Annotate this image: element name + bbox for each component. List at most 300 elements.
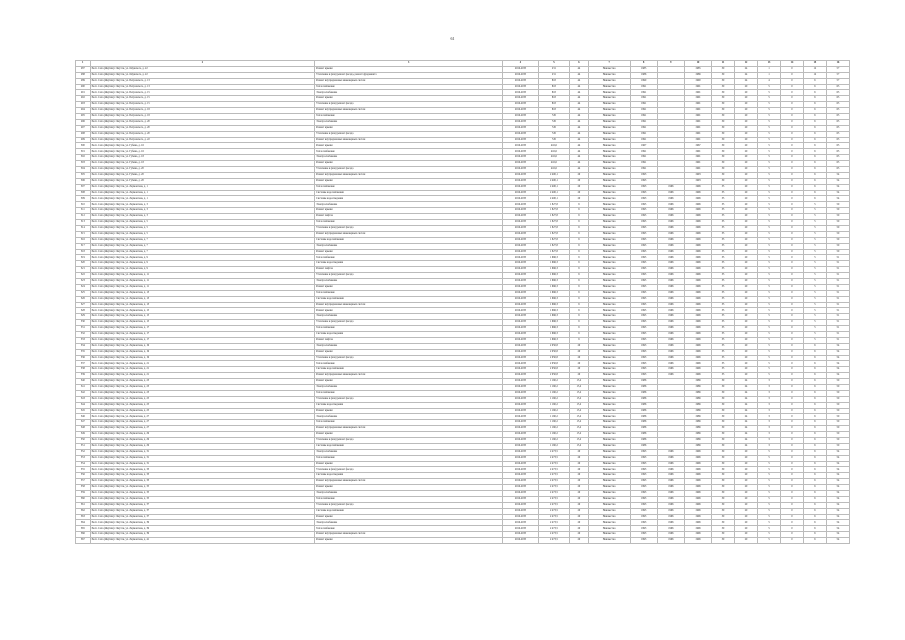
table-cell: 50 [826, 237, 849, 243]
table-cell: 30 [712, 514, 735, 520]
table-cell: Респ. Саха (Якутия) г. Якутск, ул. Лермонтова, д. 35 [90, 485, 315, 491]
table-cell: 54 [826, 508, 849, 514]
table-cell: Респ. Саха (Якутия) г. Якутск, ул. Лермонтова, д. 5 [90, 220, 315, 226]
table-cell: 1996 [657, 496, 684, 502]
table-cell: 324 [76, 284, 91, 290]
table-cell: 1991 [684, 114, 711, 120]
table-cell: 30 [712, 432, 735, 438]
table-cell: 20 [570, 361, 589, 367]
table-cell: 1986 [630, 384, 657, 390]
table-cell: 20 [735, 449, 758, 455]
table-cell: 2 473,5 [538, 461, 569, 467]
table-cell: 1996 [657, 320, 684, 326]
table-cell: 6 [803, 479, 826, 485]
table-cell: Теплоснабжение [315, 526, 503, 532]
table-cell: 360 [76, 496, 91, 502]
table-cell: 2016-2035 [503, 337, 539, 343]
table-cell: 24 [735, 390, 758, 396]
table-cell: 1996 [684, 331, 711, 337]
table-cell: 30 [712, 384, 735, 390]
table-cell: Респ. Саха (Якутия) г. Якутск, ул. Лермонтова, д. 33 [90, 467, 315, 473]
table-cell: Неизвестно [588, 538, 630, 544]
table-cell: 328 [76, 308, 91, 314]
table-cell: 20 [735, 243, 758, 249]
table-cell: 65 [826, 119, 849, 125]
table-cell: 6 [803, 143, 826, 149]
table-cell: 302 [76, 155, 91, 161]
table-cell: 5 [758, 161, 781, 167]
table-cell: 0 [780, 214, 803, 220]
table-cell: 50 [826, 225, 849, 231]
table-cell: 2016-2035 [503, 532, 539, 538]
table-cell: 2016-2035 [503, 243, 539, 249]
table-cell: 2016-2035 [503, 496, 539, 502]
table-cell: 20 [735, 320, 758, 326]
table-cell: 1991 [684, 125, 711, 131]
table-cell: 30 [712, 438, 735, 444]
table-cell: 30 [712, 455, 735, 461]
table-cell: 1986 [630, 438, 657, 444]
table-cell: 15,2 [570, 432, 589, 438]
table-cell: 5 [758, 320, 781, 326]
table-cell: 1 666,3 [538, 261, 569, 267]
table-cell: 416,6 [538, 143, 569, 149]
table-cell: 2 473,5 [538, 538, 569, 544]
table-cell: 5 [758, 108, 781, 114]
table-cell: 0 [780, 337, 803, 343]
column-header: 8 [630, 61, 657, 67]
table-cell: Респ. Саха (Якутия) г. Якутск, ул. Лермонтова, д. 7 [90, 243, 315, 249]
table-cell: 35 [712, 337, 735, 343]
table-cell: 1996 [684, 491, 711, 497]
table-cell: Респ. Саха (Якутия) г. Якутск, ул. Лермонтова, д. 3 [90, 202, 315, 208]
table-cell: 2016-2035 [503, 90, 539, 96]
table-cell: 1996 [657, 214, 684, 220]
table-cell: 1 666,3 [538, 290, 569, 296]
table-cell: 12 [803, 72, 826, 78]
table-cell: Респ. Саха (Якутия) г. Якутск, ул. Лермонтова, д. 1 [90, 190, 315, 196]
table-cell: 35 [712, 231, 735, 237]
table-cell: 1991 [630, 84, 657, 90]
table-cell: 20 [735, 167, 758, 173]
table-cell: 2016-2035 [503, 379, 539, 385]
table-cell: 1996 [657, 367, 684, 373]
table-cell: Респ. Саха (Якутия) г. Якутск, ул. Лермонтова, д. 35 [90, 491, 315, 497]
table-cell: 1996 [657, 237, 684, 243]
table-cell: Неизвестно [588, 137, 630, 143]
table-cell: Электроснабжение [315, 491, 503, 497]
table-cell: 5 [758, 102, 781, 108]
table-cell: 20 [570, 178, 589, 184]
table-cell: 295 [76, 114, 91, 120]
table-cell: 0 [780, 78, 803, 84]
table-cell: 1996 [684, 231, 711, 237]
table-cell: Системы водоснабжения [315, 367, 503, 373]
table-cell: 20 [735, 172, 758, 178]
table-cell: 300 [76, 143, 91, 149]
table-cell: 35 [712, 331, 735, 337]
table-cell: Неизвестно [588, 208, 630, 214]
table-cell: 1996 [657, 296, 684, 302]
table-cell: 1996 [684, 485, 711, 491]
table-cell: 0 [780, 432, 803, 438]
table-cell: 818 [538, 102, 569, 108]
table-cell: Неизвестно [588, 520, 630, 526]
table-cell: 65 [826, 167, 849, 173]
table-cell: 2016-2035 [503, 208, 539, 214]
table-cell: 24 [735, 396, 758, 402]
table-cell: 20 [735, 308, 758, 314]
table-cell: 9 [570, 331, 589, 337]
table-cell: 15,2 [570, 443, 589, 449]
table-cell: 1996 [684, 308, 711, 314]
table-cell: Неизвестно [588, 408, 630, 414]
table-cell: 2 050,8 [538, 355, 569, 361]
table-cell: Неизвестно [588, 278, 630, 284]
table-cell: 5 [803, 220, 826, 226]
table-cell: 1996 [657, 485, 684, 491]
table-cell: Электроснабжение [315, 155, 503, 161]
table-cell: 320 [76, 261, 91, 267]
table-cell: 20 [735, 361, 758, 367]
table-cell: 54 [826, 473, 849, 479]
table-cell: 2016-2035 [503, 108, 539, 114]
table-cell: 5 [758, 461, 781, 467]
table-cell: 2016-2035 [503, 178, 539, 184]
table-cell: 2016-2035 [503, 402, 539, 408]
table-cell: 20 [570, 343, 589, 349]
table-cell: 1996 [684, 284, 711, 290]
table-cell: 65 [826, 102, 849, 108]
table-cell: 5 [758, 508, 781, 514]
table-cell: 1995 [630, 314, 657, 320]
table-cell: 51 [826, 290, 849, 296]
table-cell: 54 [826, 461, 849, 467]
table-cell: 1996 [684, 184, 711, 190]
table-cell: 24 [735, 78, 758, 84]
table-cell: Респ. Саха (Якутия) г. Якутск, ул. Лермонтова, д. 9 [90, 261, 315, 267]
table-cell: 5 [803, 326, 826, 332]
table-cell: 3 [758, 408, 781, 414]
table-cell: 20 [570, 190, 589, 196]
table-cell: 65 [826, 125, 849, 131]
table-cell: 310 [76, 202, 91, 208]
table-cell: 3 [758, 432, 781, 438]
table-cell: Ремонт крыши [315, 514, 503, 520]
table-cell: 30 [712, 72, 735, 78]
table-cell: 30 [712, 66, 735, 72]
table-cell: 293 [76, 102, 91, 108]
table-cell: 5 [803, 337, 826, 343]
table-cell: 1995 [630, 231, 657, 237]
table-cell: 1 827,8 [538, 202, 569, 208]
table-cell: 358 [76, 485, 91, 491]
table-cell: 50 [826, 408, 849, 414]
table-cell: 50 [826, 243, 849, 249]
table-cell: Неизвестно [588, 184, 630, 190]
table-cell: 0 [780, 172, 803, 178]
table-cell: 1996 [657, 208, 684, 214]
table-cell: 726 [538, 131, 569, 137]
table-cell: 5 [758, 249, 781, 255]
table-cell: Респ. Саха (Якутия) г. Якутск, ул. Лермонтова, д. 33 [90, 473, 315, 479]
table-cell: 326 [76, 296, 91, 302]
table-cell: Неизвестно [588, 108, 630, 114]
table-cell: Теплоснабжение [315, 496, 503, 502]
table-cell: 35 [712, 243, 735, 249]
table-cell: 1993 [630, 514, 657, 520]
table-cell: 1995 [630, 255, 657, 261]
table-cell: Неизвестно [588, 161, 630, 167]
table-cell: 2016-2035 [503, 102, 539, 108]
table-cell: 1991 [630, 125, 657, 131]
table-cell: 356 [76, 473, 91, 479]
table-cell: 1993 [630, 361, 657, 367]
table-cell: 20 [735, 220, 758, 226]
table-cell: 312 [76, 214, 91, 220]
table-cell: 2016-2035 [503, 190, 539, 196]
table-cell: 30 [712, 90, 735, 96]
table-cell: Неизвестно [588, 479, 630, 485]
table-cell: 1 827,8 [538, 225, 569, 231]
table-cell: Ремонт крыши [315, 161, 503, 167]
table-cell: 1996 [684, 202, 711, 208]
column-header: 13 [758, 61, 781, 67]
table-cell: Теплоснабжение [315, 390, 503, 396]
table-cell: 1996 [657, 326, 684, 332]
table-cell: 0 [780, 296, 803, 302]
table-cell: 2 050,8 [538, 343, 569, 349]
table-cell: 20 [735, 143, 758, 149]
table-cell: 5 [758, 273, 781, 279]
table-cell: Респ. Саха (Якутия) г. Якутск, ул. Губина, д. 16 [90, 149, 315, 155]
table-cell: 1986 [630, 443, 657, 449]
table-cell: 1996 [657, 255, 684, 261]
table-cell: Неизвестно [588, 237, 630, 243]
table-cell: 2016-2035 [503, 526, 539, 532]
table-cell: 2 473,5 [538, 520, 569, 526]
table-cell: 65 [826, 161, 849, 167]
table-cell: 0 [780, 178, 803, 184]
table-cell: Респ. Саха (Якутия) г. Якутск, ул. Лермонтова, д. 23 [90, 379, 315, 385]
table-cell: 0 [780, 331, 803, 337]
table-cell: 65 [826, 143, 849, 149]
table-cell: 2016-2035 [503, 355, 539, 361]
table-cell: 20 [735, 178, 758, 184]
table-cell: 1991 [684, 161, 711, 167]
table-cell: 6 [803, 349, 826, 355]
table-cell: 1986 [684, 402, 711, 408]
table-cell: Неизвестно [588, 131, 630, 137]
table-cell: 6 [803, 408, 826, 414]
table-cell: Неизвестно [588, 249, 630, 255]
table-cell: 344 [76, 402, 91, 408]
table-cell: 0 [780, 384, 803, 390]
table-cell: Неизвестно [588, 155, 630, 161]
table-cell: 35 [712, 314, 735, 320]
table-cell: Респ. Саха (Якутия) г. Якутск, ул. Губина, д. 20 [90, 178, 315, 184]
table-cell: 1996 [657, 502, 684, 508]
table-cell: Ремонт крыши [315, 249, 503, 255]
table-cell: 44 [570, 72, 589, 78]
table-cell: 20 [735, 273, 758, 279]
table-cell: 1995 [630, 225, 657, 231]
table-cell: 303 [76, 161, 91, 167]
column-header: 7 [588, 61, 630, 67]
table-cell: Неизвестно [588, 96, 630, 102]
table-cell: 0 [780, 137, 803, 143]
table-cell: 5 [758, 214, 781, 220]
table-cell: 4 [758, 78, 781, 84]
table-cell: 1986 [630, 379, 657, 385]
table-cell: 20 [735, 337, 758, 343]
table-cell: Респ. Саха (Якутия) г. Якутск, ул. Ойунского, д. 22 [90, 66, 315, 72]
table-cell: 1993 [630, 355, 657, 361]
table-cell: 20 [570, 461, 589, 467]
table-cell: 0 [780, 125, 803, 131]
table-cell: 818 [538, 84, 569, 90]
table-cell: Утепление и (или) ремонт фасада [315, 273, 503, 279]
table-cell: Респ. Саха (Якутия) г. Якутск, ул. Петровского, д. 20 [90, 119, 315, 125]
table-cell: 20 [735, 114, 758, 120]
table-cell: 20 [735, 184, 758, 190]
table-cell: Респ. Саха (Якутия) г. Якутск, ул. Лермонтова, д. 39 [90, 532, 315, 538]
table-cell: 1996 [684, 367, 711, 373]
table-cell: Теплоснабжение [315, 149, 503, 155]
table-cell: 20 [735, 255, 758, 261]
table-cell: 35 [712, 273, 735, 279]
page-number: 61 [450, 36, 455, 41]
table-cell: 20 [735, 108, 758, 114]
table-cell: Респ. Саха (Якутия) г. Якутск, ул. Лермонтова, д. 25 [90, 408, 315, 414]
table-cell: 350 [76, 438, 91, 444]
table-cell: 9 [570, 237, 589, 243]
table-cell: 12 [803, 66, 826, 72]
table-cell: 2 473,5 [538, 485, 569, 491]
table-cell: 1 666,3 [538, 326, 569, 332]
table-cell: Ремонт лифтов [315, 214, 503, 220]
table-cell: 0 [780, 249, 803, 255]
table-cell: Ремонт внутридомовых инженерных систем [315, 426, 503, 432]
table-cell: 1993 [630, 538, 657, 544]
table-cell: 51 [826, 331, 849, 337]
table-cell: 1996 [657, 249, 684, 255]
table-cell: 20 [735, 202, 758, 208]
table-cell: 50 [826, 220, 849, 226]
table-cell: 30 [712, 508, 735, 514]
table-cell: 20 [570, 184, 589, 190]
table-cell: 2016-2035 [503, 302, 539, 308]
table-cell: Неизвестно [588, 66, 630, 72]
table-cell: 306 [76, 178, 91, 184]
table-cell: 2 473,5 [538, 467, 569, 473]
table-cell: 15,2 [570, 408, 589, 414]
table-cell: 0 [780, 420, 803, 426]
table-cell: Неизвестно [588, 90, 630, 96]
table-cell: 50 [826, 396, 849, 402]
table-cell: 1993 [630, 532, 657, 538]
table-cell: 0 [780, 237, 803, 243]
table-cell: Неизвестно [588, 214, 630, 220]
table-cell: Неизвестно [588, 379, 630, 385]
table-cell: Неизвестно [588, 190, 630, 196]
table-cell: 5 [758, 90, 781, 96]
table-cell: 30 [712, 461, 735, 467]
table-cell: 1 666,3 [538, 255, 569, 261]
table-cell: 44 [570, 161, 589, 167]
table-cell: 30 [712, 149, 735, 155]
table-cell: 0 [780, 131, 803, 137]
table-cell: 1996 [684, 496, 711, 502]
table-cell: 5 [758, 355, 781, 361]
table-cell: Респ. Саха (Якутия) г. Якутск, ул. Лермонтова, д. 21 [90, 373, 315, 379]
table-cell: 30 [712, 502, 735, 508]
table-cell: Ремонт крыши [315, 308, 503, 314]
table-cell: Респ. Саха (Якутия) г. Якутск, ул. Лермонтова, д. 11 [90, 284, 315, 290]
table-cell: 20 [735, 302, 758, 308]
table-cell: 6 [803, 520, 826, 526]
table-cell: 20 [735, 137, 758, 143]
table-cell: 35 [712, 208, 735, 214]
table-cell: 1996 [657, 331, 684, 337]
table-cell: Утепление и (или) ремонт фасада [315, 502, 503, 508]
table-cell: 0 [780, 320, 803, 326]
table-cell: 2016-2035 [503, 520, 539, 526]
table-cell: Респ. Саха (Якутия) г. Якутск, ул. Лермонтова, д. 17 [90, 337, 315, 343]
table-cell: 296 [76, 119, 91, 125]
table-cell: Респ. Саха (Якутия) г. Якутск, ул. Лермонтова, д. 15 [90, 314, 315, 320]
column-header: 11 [712, 61, 735, 67]
table-cell: 1986 [630, 414, 657, 420]
table-cell: 2016-2035 [503, 149, 539, 155]
table-cell: 2016-2035 [503, 473, 539, 479]
table-cell: 6 [803, 96, 826, 102]
table-cell: 20 [735, 161, 758, 167]
table-cell: 1 160,2 [538, 384, 569, 390]
table-cell: 3 [758, 414, 781, 420]
table-cell: 44 [570, 78, 589, 84]
table-cell: 1996 [684, 473, 711, 479]
table-cell: 30 [712, 172, 735, 178]
table-cell: 1 [758, 72, 781, 78]
column-header: 16 [826, 61, 849, 67]
table-cell: Теплоснабжение [315, 184, 503, 190]
table-cell: 1995 [630, 273, 657, 279]
table-cell: 20 [735, 290, 758, 296]
table-cell: Неизвестно [588, 296, 630, 302]
table-cell: Электроснабжение [315, 343, 503, 349]
table-cell: 5 [758, 514, 781, 520]
table-cell: Неизвестно [588, 532, 630, 538]
table-cell: 366 [76, 532, 91, 538]
table-cell: 2016-2035 [503, 255, 539, 261]
table-cell: 1991 [630, 155, 657, 161]
table-cell: 20 [735, 467, 758, 473]
table-cell: 2016-2035 [503, 167, 539, 173]
table-cell: 1991 [684, 96, 711, 102]
table-cell: 1996 [657, 290, 684, 296]
table-cell: 6 [803, 155, 826, 161]
table-cell: 20 [735, 473, 758, 479]
table-cell: 9 [570, 326, 589, 332]
table-cell: 2016-2035 [503, 261, 539, 267]
table-cell: 54 [826, 520, 849, 526]
table-cell: Электроснабжение [315, 243, 503, 249]
table-cell: 5 [758, 125, 781, 131]
table-cell: 1996 [657, 225, 684, 231]
table-cell: 20 [570, 538, 589, 544]
table-cell: 0 [780, 373, 803, 379]
